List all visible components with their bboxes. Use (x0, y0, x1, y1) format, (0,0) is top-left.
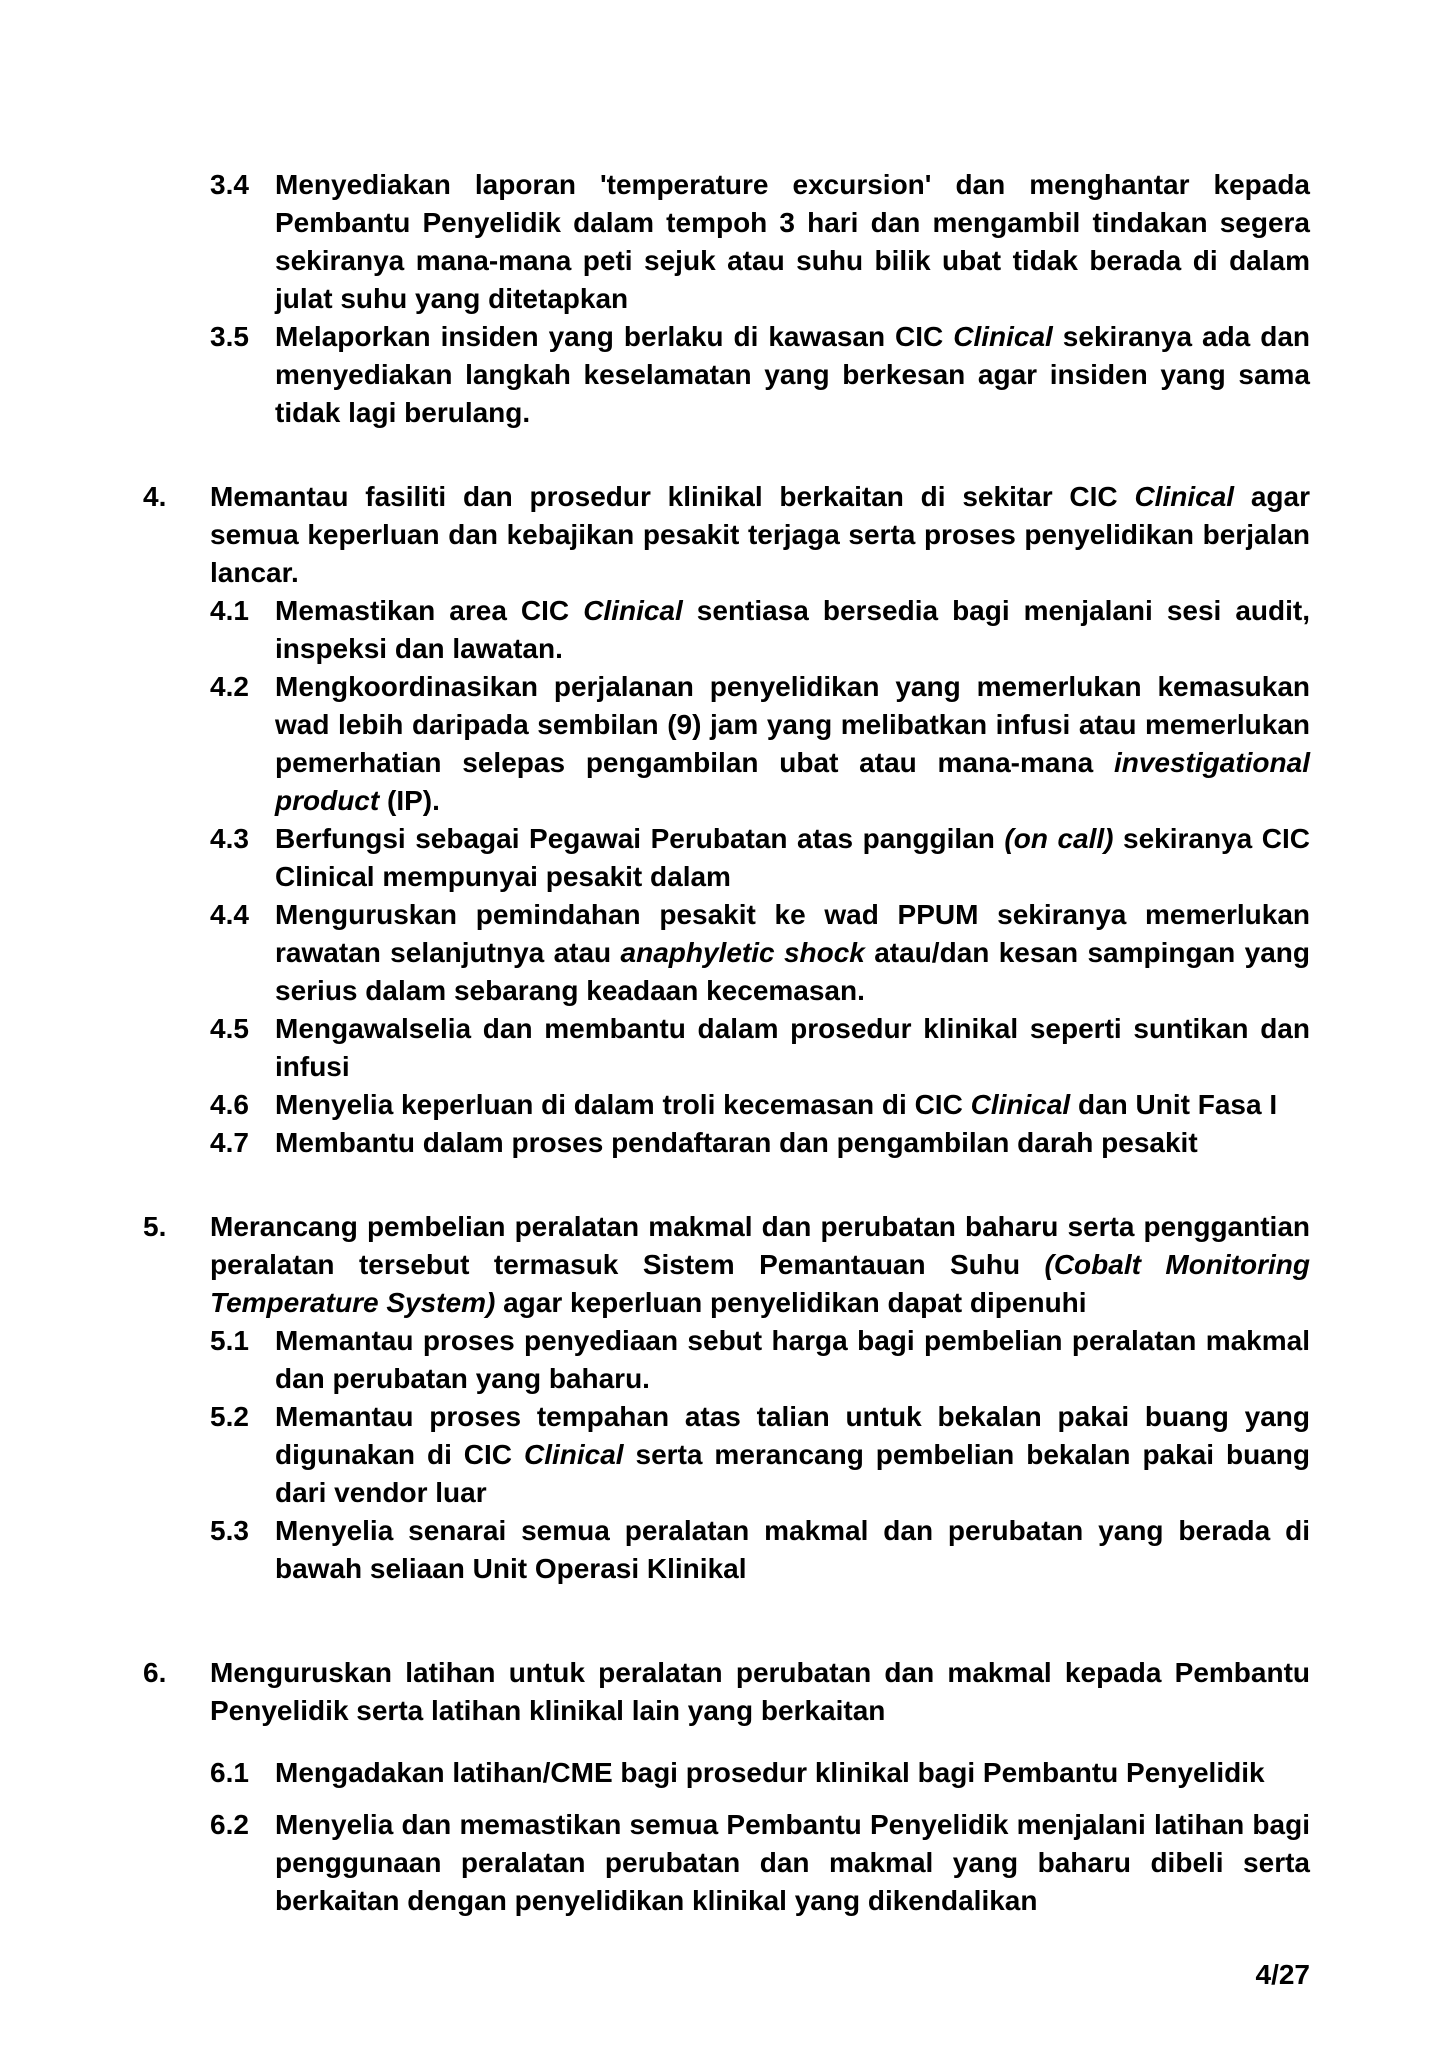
item-number: 4.6 (210, 1089, 249, 1120)
item-text (275, 1512, 1310, 1588)
item-text-segment: sekiranya ada dan menyediakan langkah keselamatan yang berkesan agar insiden yang sama tidak lagi berulang. (275, 321, 1310, 428)
item-text-segment: Menyediakan laporan 'temperature excursion' dan menghantar kepada Pembantu Penyelidik dalam tempoh 3 hari dan mengambil tindakan segera sekiranya mana-mana peti sejuk atau suhu bilik ubat tidak berada di dalam julat suhu yang ditetapkan (275, 169, 1310, 314)
item-text (275, 1322, 1310, 1398)
item-number: 4.3 (210, 823, 249, 854)
item-text-segment: Menyelia dan memastikan semua Pembantu Penyelidik menjalani latihan bagi penggunaan peralatan perubatan dan makmal yang baharu dibeli serta berkaitan dengan penyelidikan klinikal yang dikendalikan (275, 1809, 1310, 1916)
item-text-segment: serta merancang pembelian bekalan pakai buang dari vendor luar (275, 1439, 1310, 1508)
list-item (143, 1654, 1310, 1730)
item-number: 4.5 (210, 1013, 249, 1044)
list-item (143, 478, 1310, 592)
item-text-segment: sekiranya CIC Clinical mempunyai pesakit dalam (275, 823, 1310, 892)
item-text-segment: agar keperluan penyelidikan dapat dipenuhi (495, 1287, 1087, 1318)
item-text-segment: Mengkoordinasikan perjalanan penyelidikan yang memerlukan kemasukan wad lebih daripada sembilan (9) jam yang melibatkan infusi atau memerlukan pemerhatian selepas pengambilan ubat atau mana-mana (275, 671, 1310, 778)
item-number: 4.7 (210, 1127, 249, 1158)
item-text (275, 820, 1310, 896)
list-item (143, 820, 1310, 896)
list-item (143, 1086, 1310, 1124)
item-text-italic-segment: Clinical (523, 1439, 624, 1470)
list-item (143, 1512, 1310, 1588)
item-text (210, 1208, 1310, 1322)
item-number: 6. (143, 1657, 167, 1688)
item-text-segment: Memantau fasiliti dan prosedur klinikal berkaitan di sekitar CIC (210, 481, 1135, 512)
list-item (143, 896, 1310, 1010)
item-text (275, 166, 1310, 318)
numbered-list (143, 166, 1310, 1920)
item-text-segment: Mengawalselia dan membantu dalam prosedur klinikal seperti suntikan dan infusi (275, 1013, 1310, 1082)
list-item (143, 1806, 1310, 1920)
item-number: 4.2 (210, 671, 249, 702)
item-text-segment: Menguruskan latihan untuk peralatan perubatan dan makmal kepada Pembantu Penyelidik serta latihan klinikal lain yang berkaitan (210, 1657, 1310, 1726)
list-item (143, 1322, 1310, 1398)
item-text-italic-segment: Clinical (970, 1089, 1071, 1120)
item-text-segment: atau/dan kesan sampingan yang serius dalam sebarang keadaan kecemasan. (275, 937, 1310, 1006)
list-item (143, 1398, 1310, 1512)
item-text-italic-segment: Clinical (953, 321, 1053, 352)
item-text (275, 896, 1310, 1010)
item-text-italic-segment: (on call) (1004, 823, 1114, 854)
item-text-segment: sentiasa bersedia bagi menjalani sesi audit, inspeksi dan lawatan. (275, 595, 1310, 664)
item-text-segment: Menyelia keperluan di dalam troli kecemasan di CIC (275, 1089, 971, 1120)
item-text-segment: dan Unit Fasa I (1070, 1089, 1278, 1120)
list-item (143, 592, 1310, 668)
list-item (143, 166, 1310, 318)
item-number: 4.4 (210, 899, 249, 930)
page-number: 4/27 (1255, 1959, 1310, 1990)
item-text-segment: Memastikan area CIC (275, 595, 584, 626)
item-text (275, 1086, 1310, 1124)
item-number: 6.1 (210, 1757, 249, 1788)
list-item (143, 1208, 1310, 1322)
item-text (275, 1124, 1310, 1162)
item-number: 5.2 (210, 1401, 249, 1432)
item-text-segment: agar semua keperluan dan kebajikan pesakit terjaga serta proses penyelidikan berjalan lancar. (210, 481, 1310, 588)
item-text-segment: Memantau proses penyediaan sebut harga bagi pembelian peralatan makmal dan perubatan yang baharu. (275, 1325, 1310, 1394)
item-number: 5. (143, 1211, 167, 1242)
item-text (210, 1654, 1310, 1730)
list-item (143, 1010, 1310, 1086)
list-item (143, 318, 1310, 432)
item-text (275, 1398, 1310, 1512)
item-text-italic-segment: investigational product (275, 747, 1310, 816)
item-text-segment: Membantu dalam proses pendaftaran dan pengambilan darah pesakit (275, 1127, 1198, 1158)
item-text-segment: (IP). (379, 785, 440, 816)
item-text-italic-segment: (Cobalt Monitoring Temperature System) (210, 1249, 1311, 1318)
item-text-segment: Merancang pembelian peralatan makmal dan perubatan baharu serta penggantian peralatan tersebut termasuk Sistem Pemantauan Suhu (210, 1211, 1310, 1280)
item-text-italic-segment: Clinical (1134, 481, 1235, 512)
item-text-segment: Menyelia senarai semua peralatan makmal dan perubatan yang berada di bawah seliaan Unit Operasi Klinikal (275, 1515, 1310, 1584)
item-text (275, 1754, 1310, 1792)
item-text-italic-segment: Clinical (583, 595, 683, 626)
list-item (143, 1754, 1310, 1792)
item-text (275, 1806, 1310, 1920)
list-item (143, 1124, 1310, 1162)
item-text-italic-segment: anaphyletic shock (620, 937, 865, 968)
item-number: 4.1 (210, 595, 249, 626)
item-number: 5.3 (210, 1515, 249, 1546)
item-text (275, 592, 1310, 668)
item-text-segment: Melaporkan insiden yang berlaku di kawasan CIC (275, 321, 954, 352)
item-text-segment: Menguruskan pemindahan pesakit ke wad PPUM sekiranya memerlukan rawatan selanjutnya atau (275, 899, 1310, 968)
item-text (275, 318, 1310, 432)
item-number: 3.4 (210, 169, 249, 200)
item-text-segment: Mengadakan latihan/CME bagi prosedur klinikal bagi Pembantu Penyelidik (275, 1757, 1265, 1788)
item-text (275, 1010, 1310, 1086)
item-number: 3.5 (210, 321, 249, 352)
list-item (143, 668, 1310, 820)
item-text (210, 478, 1310, 592)
item-text-segment: Berfungsi sebagai Pegawai Perubatan atas panggilan (275, 823, 1005, 854)
item-number: 4. (143, 481, 167, 512)
item-text-segment: Memantau proses tempahan atas talian untuk bekalan pakai buang yang digunakan di CIC (275, 1401, 1310, 1470)
item-text (275, 668, 1310, 820)
item-number: 6.2 (210, 1809, 249, 1840)
item-number: 5.1 (210, 1325, 249, 1356)
